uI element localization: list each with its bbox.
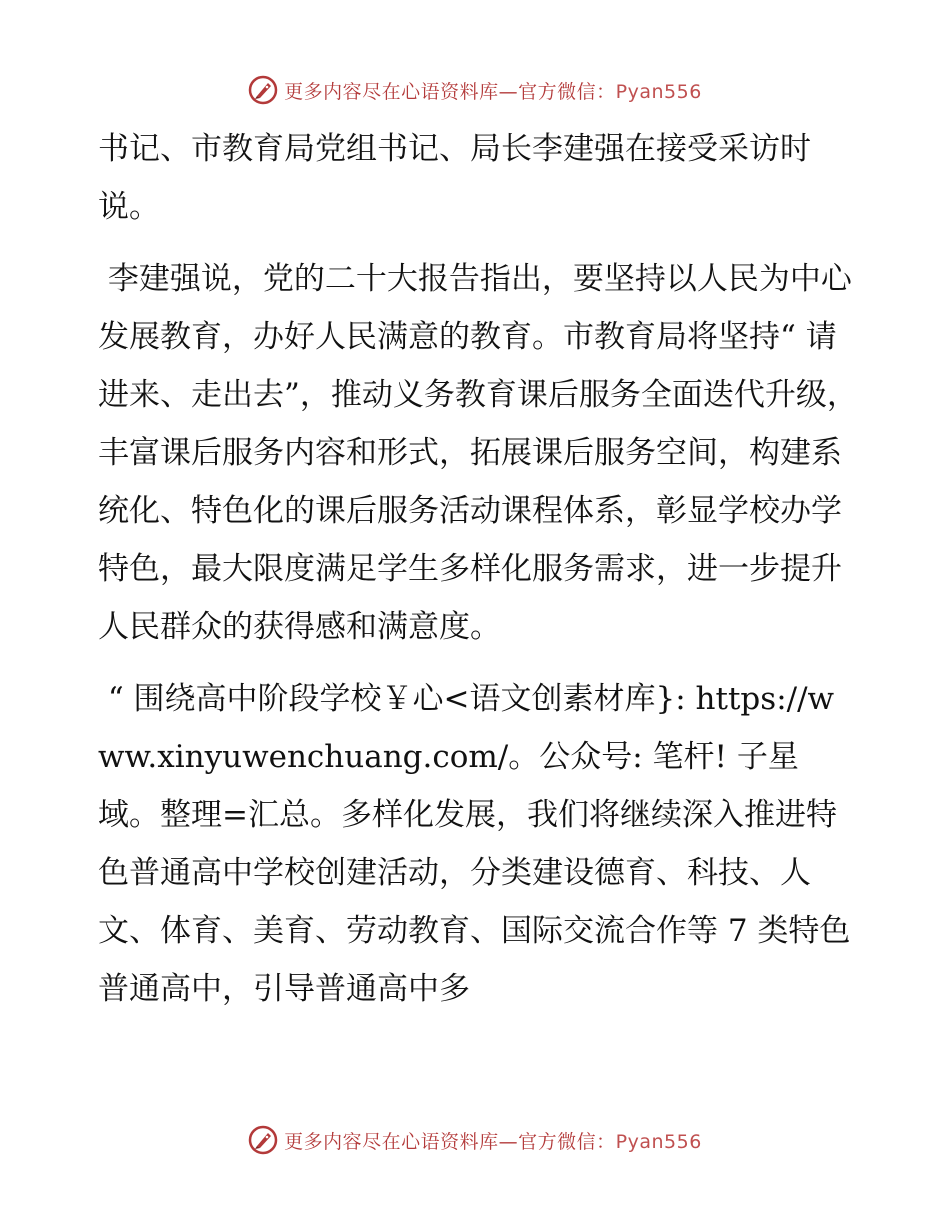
- document-body: [98, 120, 858, 1032]
- paragraph-2: 李建强说，党的二十大报告指出，要坚持以人民为中心发展教育，办好人民满意的教育。市教育局将坚持“ 请进来、走出去”，推动义务教育课后服务全面迭代升级，丰富课后服务内容和形式，拓展课后服务空间，构建系统化、特色化的课后服务活动课程体系，彰显学校办学特色，最大限度满足学生多样化服务需求，进一步提升人民群众的获得感和满意度。: [98, 261, 858, 645]
- pen-nib-logo-icon: [248, 1125, 278, 1155]
- header-watermark-banner: [0, 70, 950, 110]
- header-wechat-account: Pyan556: [615, 80, 702, 103]
- paragraph-1: 书记、市教育局党组书记、局长李建强在接受采访时说。: [98, 131, 811, 225]
- paragraph-3: “ 围绕高中阶段学校￥心<语文创素材库}: https://www.xinyuwenchuang.com/。公众号: 笔杆! 子星域。整理=汇总。多样化发展，我们将继续深入推进特色普通高中学校创建活动，分类建设德育、科技、人文、体育、美育、劳动教育、国际交流合作等 7 类特色普通高中，引导普通高中多: [98, 681, 851, 1007]
- footer-watermark-text: 更多内容尽在心语资料库—官方微信：Pyan556: [284, 1130, 702, 1153]
- pen-nib-logo-icon: [248, 75, 278, 105]
- footer-watermark-banner: [0, 1120, 950, 1160]
- header-watermark-text: 更多内容尽在心语资料库—官方微信：Pyan556: [284, 80, 702, 103]
- footer-wechat-account: Pyan556: [615, 1130, 702, 1153]
